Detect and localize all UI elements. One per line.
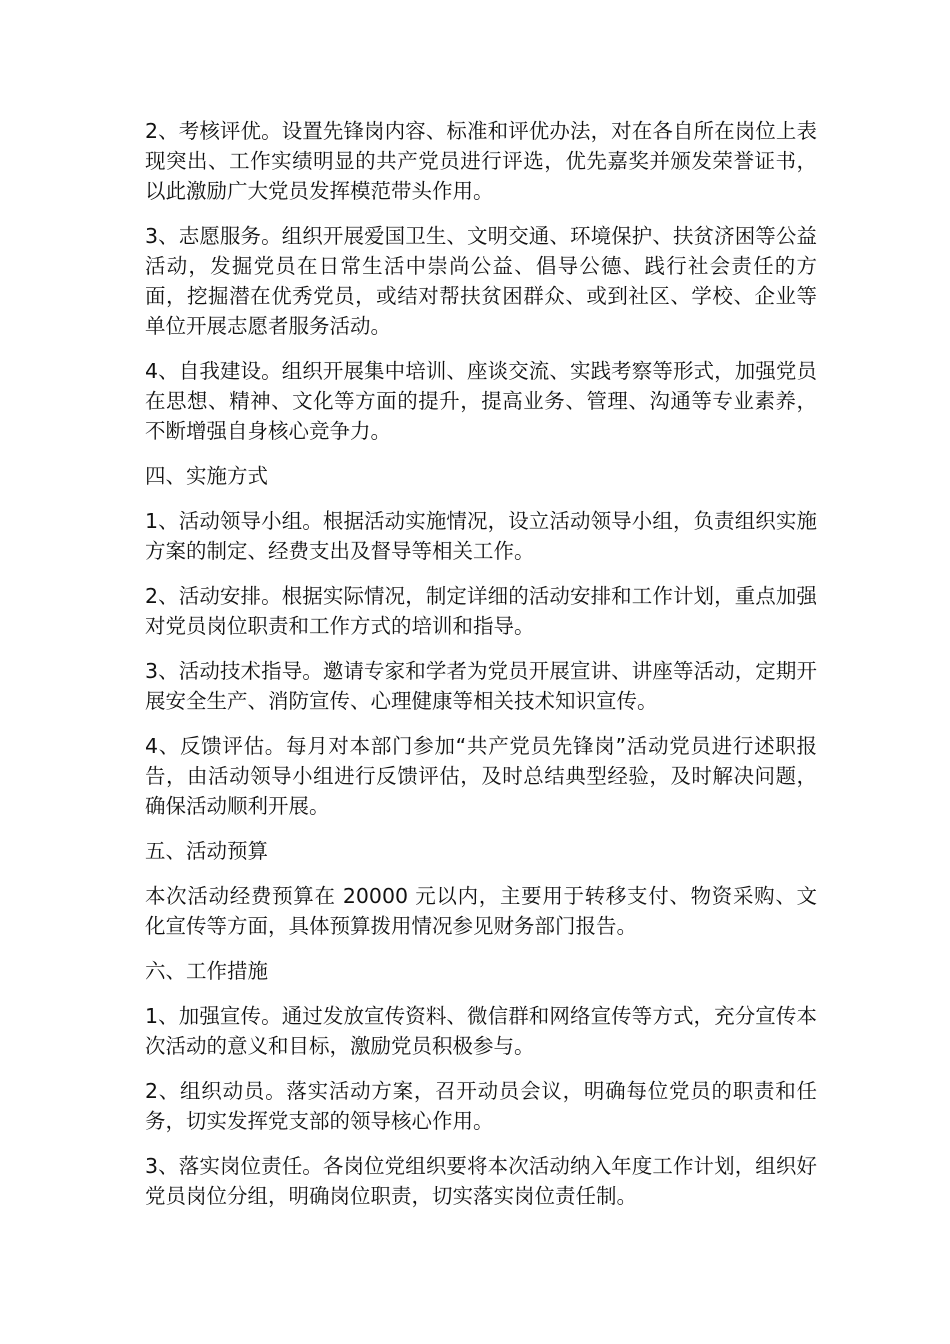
paragraph-feedback-evaluation: 4、反馈评估。每月对本部门参加“共产党员先锋岗”活动党员进行述职报告，由活动领导小组进行反馈评估，及时总结典型经验，及时解决问题，确保活动顺利开展。 <box>145 734 817 818</box>
paragraph-post-responsibility: 3、落实岗位责任。各岗位党组织要将本次活动纳入年度工作计划，组织好党员岗位分组，明确岗位职责，切实落实岗位责任制。 <box>145 1154 817 1208</box>
document-page <box>145 116 817 1226</box>
paragraph-budget: 本次活动经费预算在 20000 元以内，主要用于转移支付、物资采购、文化宣传等方面，具体预算拨用情况参见财务部门报告。 <box>145 884 817 938</box>
paragraph-activity-arrangement: 2、活动安排。根据实际情况，制定详细的活动安排和工作计划，重点加强对党员岗位职责和工作方式的培训和指导。 <box>145 584 817 638</box>
paragraph-assessment: 2、考核评优。设置先锋岗内容、标准和评优办法，对在各自所在岗位上表现突出、工作实绩明显的共产党员进行评选，优先嘉奖并颁发荣誉证书，以此激励广大党员发挥模范带头作用。 <box>145 119 817 203</box>
paragraph-mobilization: 2、组织动员。落实活动方案，召开动员会议，明确每位党员的职责和任务，切实发挥党支部的领导核心作用。 <box>145 1079 817 1133</box>
paragraph-volunteer-service: 3、志愿服务。组织开展爱国卫生、文明交通、环境保护、扶贫济困等公益活动，发掘党员在日常生活中崇尚公益、倡导公德、践行社会责任的方面，挖掘潜在优秀党员，或结对帮扶贫困群众、或到社区、学校、企业等单位开展志愿者服务活动。 <box>145 224 817 338</box>
paragraph-technical-guidance: 3、活动技术指导。邀请专家和学者为党员开展宣讲、讲座等活动，定期开展安全生产、消防宣传、心理健康等相关技术知识宣传。 <box>145 659 817 713</box>
paragraph-publicity: 1、加强宣传。通过发放宣传资料、微信群和网络宣传等方式，充分宣传本次活动的意义和目标，激励党员积极参与。 <box>145 1004 817 1058</box>
section-heading-measures: 六、工作措施 <box>145 959 268 983</box>
section-heading-budget: 五、活动预算 <box>145 839 268 863</box>
paragraph-self-development: 4、自我建设。组织开展集中培训、座谈交流、实践考察等形式，加强党员在思想、精神、文化等方面的提升，提高业务、管理、沟通等专业素养，不断增强自身核心竞争力。 <box>145 359 817 443</box>
paragraph-leadership-group: 1、活动领导小组。根据活动实施情况，设立活动领导小组，负责组织实施方案的制定、经费支出及督导等相关工作。 <box>145 509 817 563</box>
section-heading-implementation: 四、实施方式 <box>145 464 268 488</box>
